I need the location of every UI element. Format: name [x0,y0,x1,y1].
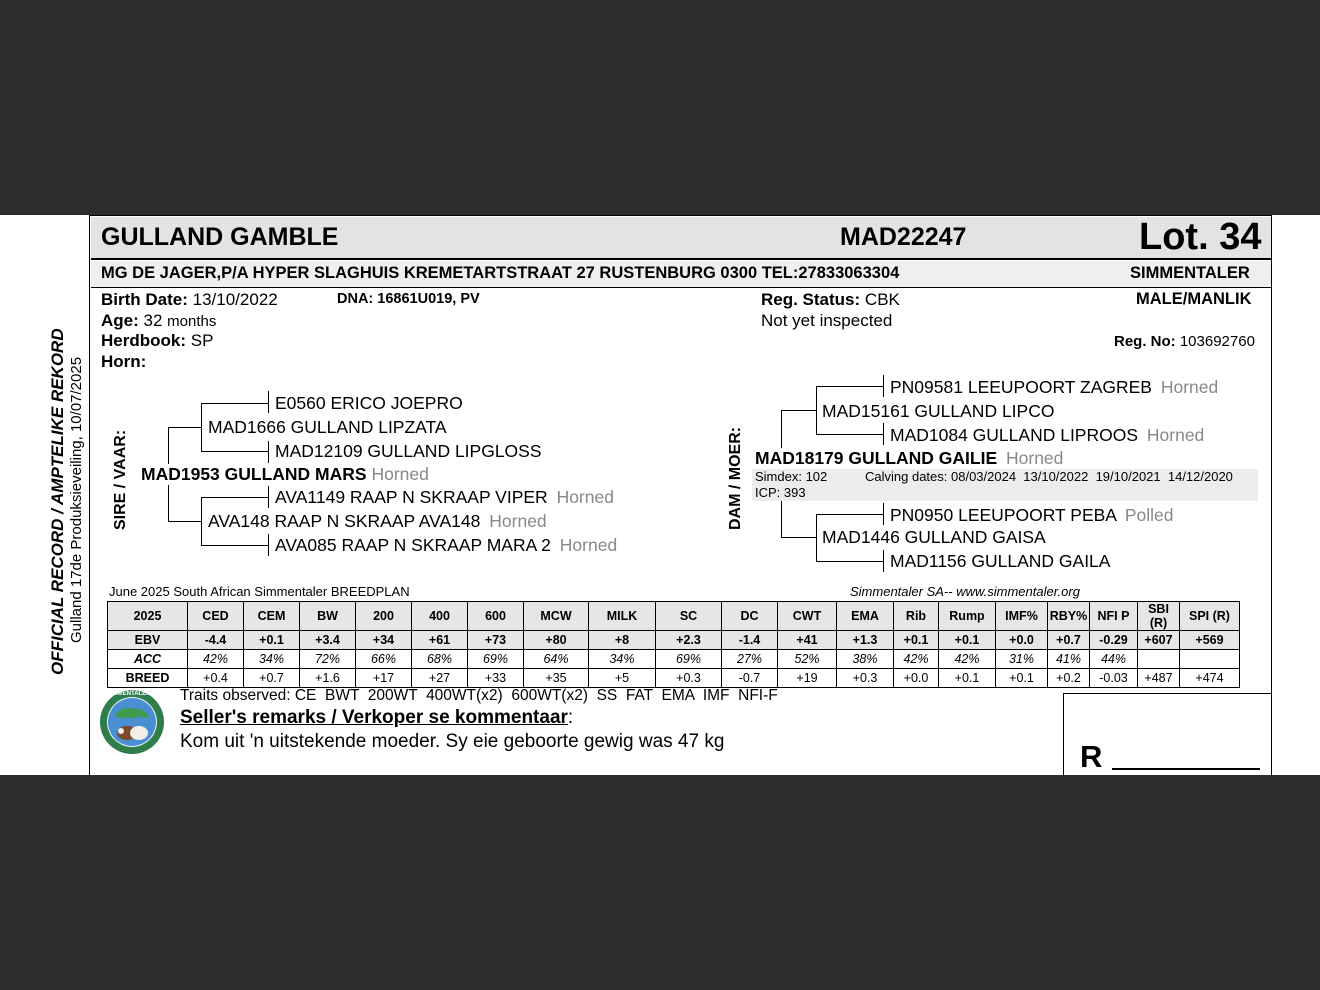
breedplan-caption: June 2025 South African Simmentaler BREEDPLAN [109,584,410,599]
breedplan-cell: +19 [778,669,837,688]
dam-sd-tick [883,423,884,445]
official-record-label: OFFICIAL RECORD / AMPTELIKE REKORD [48,328,67,675]
animal-name: GULLAND GAMBLE [101,223,339,251]
breedplan-cell: 72% [300,650,356,669]
birth-date-value: 13/10/2022 [192,290,278,309]
dam-dam-bracket-bottom [816,561,884,562]
sire-dam-dam-horn: Horned [559,535,618,555]
sire-horn: Horned [371,464,429,484]
breedplan-source: Simmentaler SA-- www.simmentaler.org [850,584,1080,599]
dam-name [755,448,1063,469]
reg-no-label: Reg. No: [1114,333,1176,350]
logo-text: SIMMENTALER [107,691,151,697]
breedplan-cell: 52% [778,650,837,669]
dam-label: DAM / MOER: [727,426,744,530]
horn-label: Horn: [101,352,147,371]
dam-dam-dam: MAD1156 GULLAND GAILA [890,551,1111,571]
sire-dam-sire-text: AVA1149 RAAP N SKRAAP VIPER [275,487,548,507]
reg-no [1114,333,1255,350]
reg-no-value: 103692760 [1179,333,1255,350]
breedplan-cell [1138,650,1180,669]
sire-sire-bracket-bottom [201,451,269,452]
age-unit: months [167,313,217,330]
dam-sire-sire [890,377,1218,398]
breedplan-cell: +5 [589,669,656,688]
breedplan-cell: +0.1 [244,631,300,650]
breedplan-header-cell: MILK [589,602,656,631]
sire-sd-tick [268,441,269,463]
breedplan-cell: +0.1 [996,669,1048,688]
breedplan-cell: +73 [468,631,524,650]
sire-bracket-top [168,427,202,428]
breedplan-cell: +0.7 [1048,631,1090,650]
dam-sire-bracket-top [816,386,884,387]
breedplan-cell: -4.4 [188,631,244,650]
sire-dam-bracket-bottom [201,545,269,546]
birth-date [101,290,278,310]
breedplan-cell: BREED [108,669,188,688]
breedplan-cell: 34% [589,650,656,669]
breedplan-header-cell: NFI P [1090,602,1138,631]
herdbook [101,331,213,351]
breedplan-cell: 41% [1048,650,1090,669]
breedplan-cell: +0.1 [939,669,996,688]
breedplan-row [108,631,1240,650]
breedplan-cell: ACC [108,650,188,669]
seller-remarks-label: Seller's remarks / Verkoper se kommentaar [180,707,568,728]
reg-status [761,290,900,310]
dam-dam-bracket-top [816,514,884,515]
dam-dam-bracket [816,514,817,561]
breedplan-header-cell: SC [656,602,722,631]
sire-ds-tick [268,486,269,508]
breedplan-cell: 31% [996,650,1048,669]
breedplan-header-cell: CWT [778,602,837,631]
birth-date-label: Birth Date: [101,290,188,309]
sire-dam-dam-text: AVA085 RAAP N SKRAAP MARA 2 [275,535,551,555]
age-label: Age: [101,311,139,330]
dam-sire-sire-text: PN09581 LEEUPOORT ZAGREB [890,377,1152,397]
breedplan-table [107,601,1240,688]
age [101,311,216,331]
breedplan-header-cell: MCW [524,602,589,631]
breedplan-cell: 69% [468,650,524,669]
breedplan-cell: 34% [244,650,300,669]
breedplan-cell: +61 [412,631,468,650]
dam-bracket-upper-h [781,410,817,411]
dam-ss-tick [883,375,884,397]
breedplan-header-cell: CED [188,602,244,631]
sire-bracket-bottom [168,521,202,522]
breedplan-header-cell: Rib [894,602,939,631]
breedplan-header-cell: 200 [356,602,412,631]
animal-id: MAD22247 [840,223,967,251]
breedplan-cell: EBV [108,631,188,650]
breedplan-cell: 44% [1090,650,1138,669]
breedplan-cell: +607 [1138,631,1180,650]
breedplan-header-row [108,602,1240,631]
dam-dam: MAD1446 GULLAND GAISA [822,527,1046,547]
dam-sire-bracket [816,386,817,434]
breedplan-cell: -0.03 [1090,669,1138,688]
breedplan-cell: +0.3 [656,669,722,688]
breedplan-cell: +0.0 [894,669,939,688]
breedplan-cell: +27 [412,669,468,688]
breedplan-cell: +8 [589,631,656,650]
traits-observed: Traits observed: CE BWT 200WT 400WT(x2) 600WT(x2) SS FAT EMA IMF NFI-F [180,687,778,704]
sire-dam-sire [275,487,614,508]
breedplan-cell: 64% [524,650,589,669]
dam-sire-dam-horn: Horned [1146,425,1205,445]
sex: MALE/MANLIK [1136,290,1252,308]
breedplan-cell [1180,650,1240,669]
dam-horn: Horned [1006,448,1064,468]
seller-remarks-heading: Seller's remarks / Verkoper se kommentaar: [180,707,574,728]
sire-dam [208,511,547,532]
dam-sire: MAD15161 GULLAND LIPCO [822,401,1055,421]
herdbook-label: Herdbook: [101,331,186,350]
breedplan-cell: +569 [1180,631,1240,650]
dam-sire-dam [890,425,1204,446]
breedplan-cell: 66% [356,650,412,669]
dam-sire-bracket-bottom [816,434,884,435]
sire-sire-bracket [201,403,202,451]
sire-dam-horn: Horned [489,511,547,531]
breedplan-cell: +17 [356,669,412,688]
dam-dam-sire-text: PN0950 LEEUPOORT PEBA [890,505,1116,525]
breedplan-header-cell: Rump [939,602,996,631]
breedplan-cell: +41 [778,631,837,650]
inspection-status: Not yet inspected [761,311,893,330]
dam-bracket-lower [781,501,782,537]
dam-ds-tick [883,503,884,525]
sire-name-text: MAD1953 GULLAND MARS [141,464,367,484]
icp: ICP: 393 [755,485,806,500]
breedplan-cell: +2.3 [656,631,722,650]
dam-sire-sire-horn: Horned [1160,377,1219,397]
breedplan-cell: +0.4 [188,669,244,688]
breedplan-cell: +0.1 [894,631,939,650]
dam-dd-tick [883,550,884,572]
dam-dam-sire-horn: Polled [1124,505,1174,525]
lot-number: Lot. 34 [1139,216,1262,258]
reg-status-label: Reg. Status: [761,290,861,309]
dam-bracket-lower-h [781,537,817,538]
breedplan-cell: -1.4 [722,631,778,650]
breedplan-cell: +80 [524,631,589,650]
owner-address: MG DE JAGER,P/A HYPER SLAGHUIS KREMETARTSTRAAT 27 RUSTENBURG 0300 TEL:27833063304 [101,264,900,282]
breedplan-cell: 42% [188,650,244,669]
breedplan-cell: +35 [524,669,589,688]
sire-ss-tick [268,391,269,413]
sire-dam-sire-horn: Horned [556,487,614,507]
breedplan-cell: 42% [894,650,939,669]
breedplan-cell: +3.4 [300,631,356,650]
sire-sire-dam: MAD12109 GULLAND LIPGLOSS [275,441,542,461]
dam-name-text: MAD18179 GULLAND GAILIE [755,448,998,468]
calving-dates: Calving dates: 08/03/2024 13/10/2022 19/10/2021 14/12/2020 [865,469,1233,484]
breedplan-row [108,669,1240,688]
sire-name [141,464,429,485]
breedplan-cell: -0.7 [722,669,778,688]
breedplan-header-cell: RBY% [1048,602,1090,631]
sire-dam-bracket [201,497,202,545]
sire-dam-bracket-top [201,497,269,498]
breedplan-cell: +474 [1180,669,1240,688]
breedplan-cell: +487 [1138,669,1180,688]
breedplan-cell: +0.7 [244,669,300,688]
simmentaler-logo [99,689,165,755]
breedplan-cell: 27% [722,650,778,669]
sire-sire-bracket-top [201,403,269,404]
breedplan-cell: +1.6 [300,669,356,688]
sire-sire-sire: E0560 ERICO JOEPRO [275,393,463,413]
breedplan-cell: +33 [468,669,524,688]
price-input-line[interactable] [1112,768,1260,770]
breedplan-header-cell: 400 [412,602,468,631]
age-value: 32 [143,311,163,330]
breedplan-row [108,650,1240,669]
breedplan-header-cell: CEM [244,602,300,631]
breed-name: SIMMENTALER [1130,264,1250,282]
breedplan-cell: 68% [412,650,468,669]
dam-sire-dam-text: MAD1084 GULLAND LIPROOS [890,425,1139,445]
breedplan-header-cell: 600 [468,602,524,631]
breedplan-cell: 42% [939,650,996,669]
breedplan-header-cell: EMA [837,602,894,631]
sire-sire: MAD1666 GULLAND LIPZATA [208,417,447,437]
breedplan-header-cell: SBI (R) [1138,602,1180,631]
breedplan-cell: +0.2 [1048,669,1090,688]
breedplan-cell: +0.3 [837,669,894,688]
dam-bracket-upper [781,410,782,448]
sire-dam-text: AVA148 RAAP N SKRAAP AVA148 [208,511,481,531]
breedplan-header-cell: IMF% [996,602,1048,631]
sire-dam-dam [275,535,617,556]
breedplan-header-cell: DC [722,602,778,631]
breedplan-cell: +34 [356,631,412,650]
sale-label: Gulland 17de Produksieveiling, 10/07/2025 [68,356,85,643]
breedplan-cell: +1.3 [837,631,894,650]
breedplan-header-cell: BW [300,602,356,631]
sire-dd-tick [268,534,269,556]
breedplan-cell: +0.1 [939,631,996,650]
sire-label: SIRE / VAAR: [112,429,129,530]
herdbook-value: SP [190,331,214,350]
dna-info: DNA: 16861U019, PV [337,291,480,307]
simdex: Simdex: 102 [755,469,828,484]
dam-dam-sire [890,505,1174,526]
breedplan-header-cell: SPI (R) [1180,602,1240,631]
breedplan-cell: -0.29 [1090,631,1138,650]
breedplan-cell: 69% [656,650,722,669]
price-label: R [1080,739,1103,774]
breedplan-cell: +0.0 [996,631,1048,650]
breedplan-header-cell: 2025 [108,602,188,631]
breedplan-cell: 38% [837,650,894,669]
reg-status-value: CBK [864,290,900,309]
seller-remarks: Kom uit 'n uitstekende moeder. Sy eie geboorte gewig was 47 kg [180,731,725,752]
